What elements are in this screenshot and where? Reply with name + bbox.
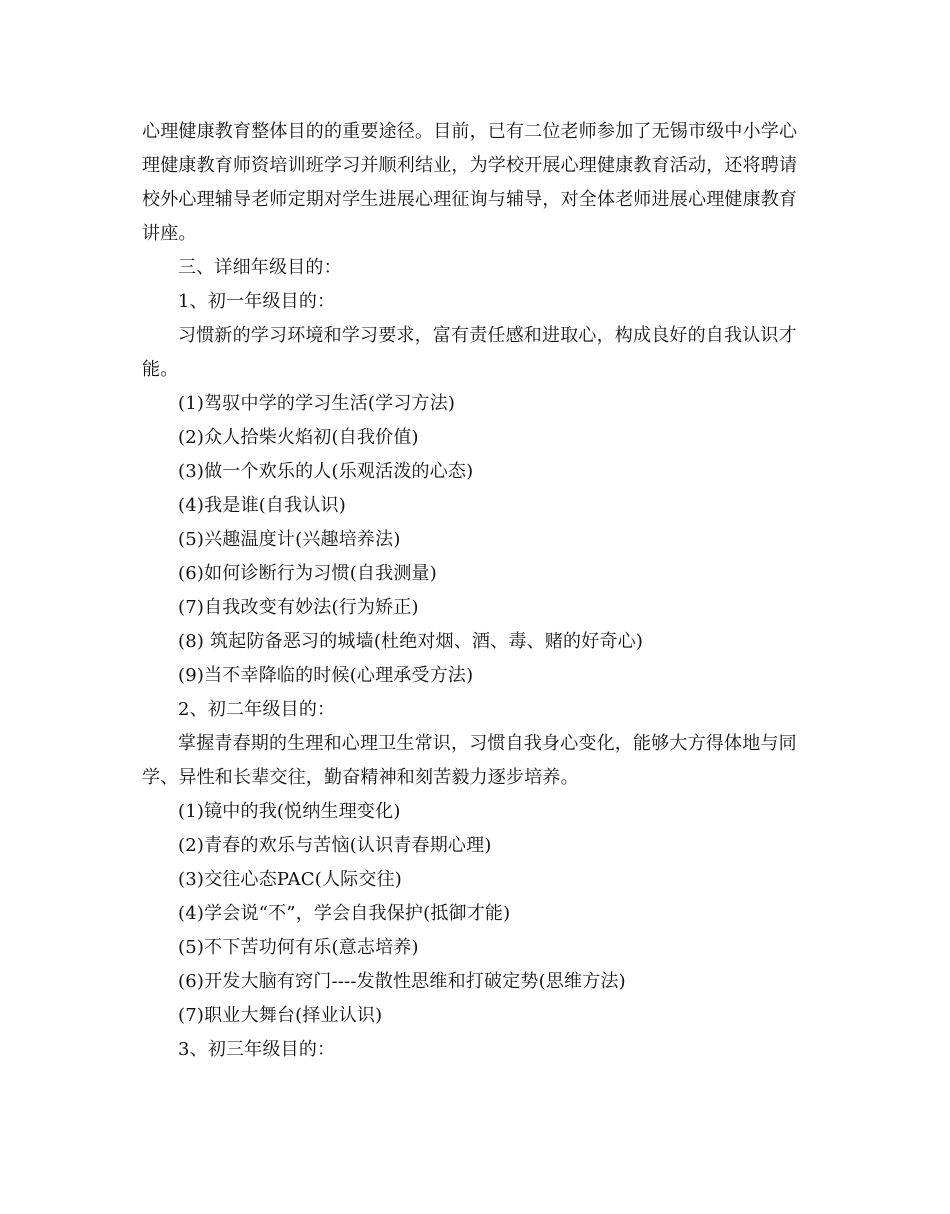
grade2-description — [142, 727, 822, 795]
grade1-item: (7)自我改变有妙法(行为矫正) — [178, 597, 419, 618]
grade2-item: (5)不下苦功何有乐(意志培养) — [178, 937, 419, 958]
grade1-item: (8) 筑起防备恶习的城墙(杜绝对烟、酒、毒、赌的好奇心) — [178, 631, 644, 652]
grade2-item: (4)学会说“不”，学会自我保护(抵御才能) — [178, 903, 511, 924]
grade2-item: (6)开发大脑有窍门----发散性思维和打破定势(思维方法) — [178, 971, 626, 992]
grade1-heading: 1、初一年级目的： — [178, 291, 336, 312]
grade2-item: (2)青春的欢乐与苦恼(认识青春期心理) — [178, 835, 492, 856]
grade1-desc-line: 能。 — [142, 359, 179, 380]
grade2-item: (3)交往心态PAC(人际交往) — [178, 869, 402, 890]
grade1-item: (6)如何诊断行为习惯(自我测量) — [178, 563, 437, 584]
grade2-desc-line: 学、异性和长辈交往，勤奋精神和刻苦毅力逐步培养。 — [142, 767, 579, 788]
intro-line: 理健康教育师资培训班学习并顺利结业，为学校开展心理健康教育活动，还将聘请 — [142, 155, 798, 176]
grade1-desc-line: 习惯新的学习环境和学习要求，富有责任感和进取心，构成良好的自我认识才 — [178, 325, 797, 346]
grade3-heading: 3、初三年级目的： — [178, 1039, 336, 1060]
document-body — [142, 115, 822, 1067]
intro-line: 校外心理辅导老师定期对学生进展心理征询与辅导，对全体老师进展心理健康教育 — [142, 189, 798, 210]
grade1-description — [142, 319, 822, 387]
section-heading: 三、详细年级目的： — [178, 257, 342, 278]
grade1-item: (2)众人拾柴火焰初(自我价值) — [178, 427, 419, 448]
grade2-item: (7)职业大舞台(择业认识) — [178, 1005, 383, 1026]
grade1-item: (9)当不幸降临的时候(心理承受方法) — [178, 665, 474, 686]
grade2-item: (1)镜中的我(悦纳生理变化) — [178, 801, 401, 822]
grade1-item: (4)我是谁(自我认识) — [178, 495, 346, 516]
intro-line: 心理健康教育整体目的的重要途径。目前，已有二位老师参加了无锡市级中小学心 — [142, 121, 798, 142]
intro-line: 讲座。 — [142, 223, 197, 244]
grade1-item: (5)兴趣温度计(兴趣培养法) — [178, 529, 401, 550]
intro-paragraph — [142, 115, 822, 251]
grade1-item: (1)驾驭中学的学习生活(学习方法) — [178, 393, 456, 414]
grade1-item: (3)做一个欢乐的人(乐观活泼的心态) — [178, 461, 474, 482]
grade2-heading: 2、初二年级目的： — [178, 699, 336, 720]
grade2-desc-line: 掌握青春期的生理和心理卫生常识，习惯自我身心变化，能够大方得体地与同 — [178, 733, 797, 754]
